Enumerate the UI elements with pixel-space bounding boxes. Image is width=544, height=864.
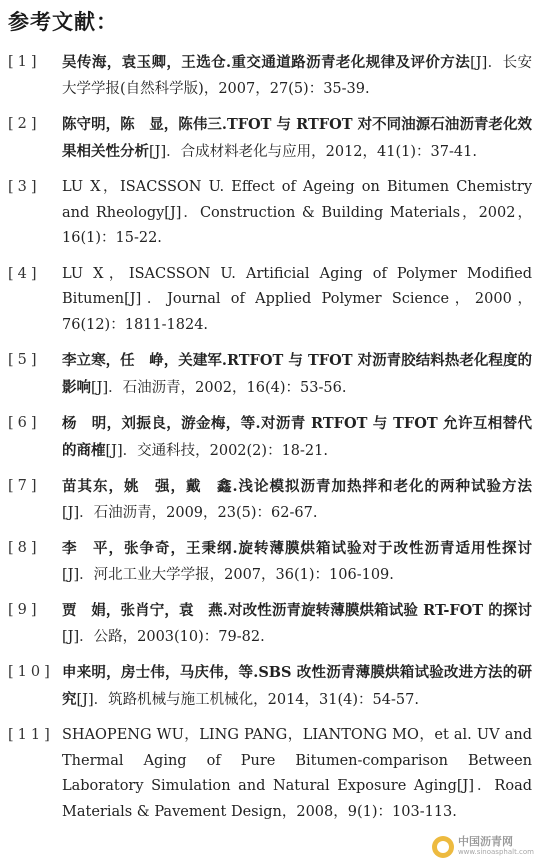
reference-item-3 — [0, 175, 544, 252]
reference-source: [J]．石油沥青，2002，16(4)：53-56. — [91, 379, 347, 396]
reference-title: 浅论模拟沥青加热拌和老化的两种试验方法 — [237, 478, 532, 495]
reference-number: [9] — [8, 602, 41, 618]
reference-title: 重交通道路沥青老化规律及评价方法 — [231, 54, 471, 71]
reference-number: [6] — [8, 415, 41, 431]
reference-title: Effect of Ageing on Bitumen Chemistry and Rheology — [62, 179, 533, 221]
reference-item-5 — [0, 348, 544, 401]
references-heading: 参考文献： — [8, 9, 118, 34]
reference-title: 对改性沥青旋转薄膜烘箱试验 RT-FOT 的探讨 — [227, 602, 532, 619]
reference-authors: 申来明，房士伟，马庆伟，等. — [62, 664, 259, 681]
reference-title: SBS 改性沥青薄膜烘箱试验改进方法的研究 — [62, 664, 532, 708]
reference-source: [J]．长安大学学报(自然科学版)，2007，27(5)：35-39. — [62, 55, 532, 97]
reference-number: [11] — [8, 727, 54, 743]
reference-title: UV and Thermal Aging of Pure Bitumen-comparison Between Laboratory Simulation and Natural Exposure Aging — [62, 727, 532, 794]
sinoasphalt-logo-icon — [432, 836, 454, 858]
reference-title: TFOT 与 RTFOT 对不同油源石油沥青老化效果相关性分析 — [62, 116, 532, 160]
reference-number: [5] — [8, 352, 41, 368]
reference-number: [10] — [8, 664, 54, 680]
watermark — [432, 836, 534, 858]
reference-source: [J]．Construction & Building Materials，2002，16(1)：15-22. — [62, 204, 532, 246]
reference-authors: 苗其东，姚 强，戴 鑫. — [62, 478, 238, 495]
reference-authors: LU X，ISACSSON U. — [62, 265, 236, 282]
reference-number: [7] — [8, 478, 41, 494]
reference-item-9 — [0, 598, 544, 650]
reference-item-1 — [0, 50, 544, 102]
reference-source: [J]．交通科技，2002(2)：18-21. — [105, 442, 328, 459]
reference-item-4 — [0, 262, 544, 339]
reference-authors: 贾 娟，张肖宁，袁 燕. — [62, 602, 228, 619]
watermark-text — [458, 836, 534, 858]
reference-source: [J]．公路，2003(10)：79-82. — [62, 628, 265, 645]
reference-number: [2] — [8, 116, 41, 132]
reference-item-10 — [0, 660, 544, 713]
reference-item-6 — [0, 411, 544, 464]
reference-title: 对沥青 RTFOT 与 TFOT 允许互相替代的商榷 — [62, 415, 532, 459]
reference-title: 旋转薄膜烘箱试验对于改性沥青适用性探讨 — [237, 540, 532, 557]
reference-source: [J]．合成材料老化与应用，2012，41(1)：37-41. — [149, 143, 477, 160]
reference-source: [J]．Journal of Applied Polymer Science，2000，76(12)：1811-1824. — [62, 291, 532, 333]
reference-authors: 陈守明，陈 显，陈伟三. — [62, 116, 227, 133]
reference-source: [J]．河北工业大学学报，2007，36(1)：106-109. — [62, 566, 394, 583]
watermark-url: www.sinoasphalt.com — [457, 848, 534, 856]
reference-number: [3] — [8, 179, 41, 195]
reference-authors: 杨 明，刘振良，游金梅，等. — [62, 415, 261, 432]
reference-title: RTFOT 与 TFOT 对沥青胶结料热老化程度的影响 — [62, 352, 532, 396]
reference-item-8 — [0, 536, 544, 588]
reference-number: [4] — [8, 265, 41, 282]
reference-authors: SHAOPENG WU，LING PANG，LIANTONG MO，et al. — [62, 727, 472, 743]
reference-authors: LU X，ISACSSON U. — [62, 179, 225, 195]
reference-number: [1] — [8, 54, 41, 70]
reference-item-11 — [0, 723, 544, 825]
reference-authors: 吴传海，袁玉卿，王选仓. — [62, 54, 232, 71]
reference-item-7 — [0, 474, 544, 526]
reference-item-2 — [0, 112, 544, 165]
watermark-brand: 中国沥青网 — [457, 835, 513, 848]
reference-source: [J]．筑路机械与施工机械化，2014，31(4)：54-57. — [76, 691, 419, 708]
reference-title: Artificial Aging of Polymer Modified Bitumen — [62, 265, 532, 307]
reference-authors: 李立寒，任 峥，关建军. — [62, 352, 227, 369]
reference-source: [J]．Road Materials & Pavement Design，2008，9(1)：103-113. — [62, 778, 532, 820]
reference-list — [0, 50, 544, 835]
reference-source: [J]．石油沥青，2009，23(5)：62-67. — [62, 504, 318, 521]
reference-authors: 李 平，张争奇，王秉纲. — [62, 540, 238, 557]
reference-number: [8] — [8, 540, 41, 556]
